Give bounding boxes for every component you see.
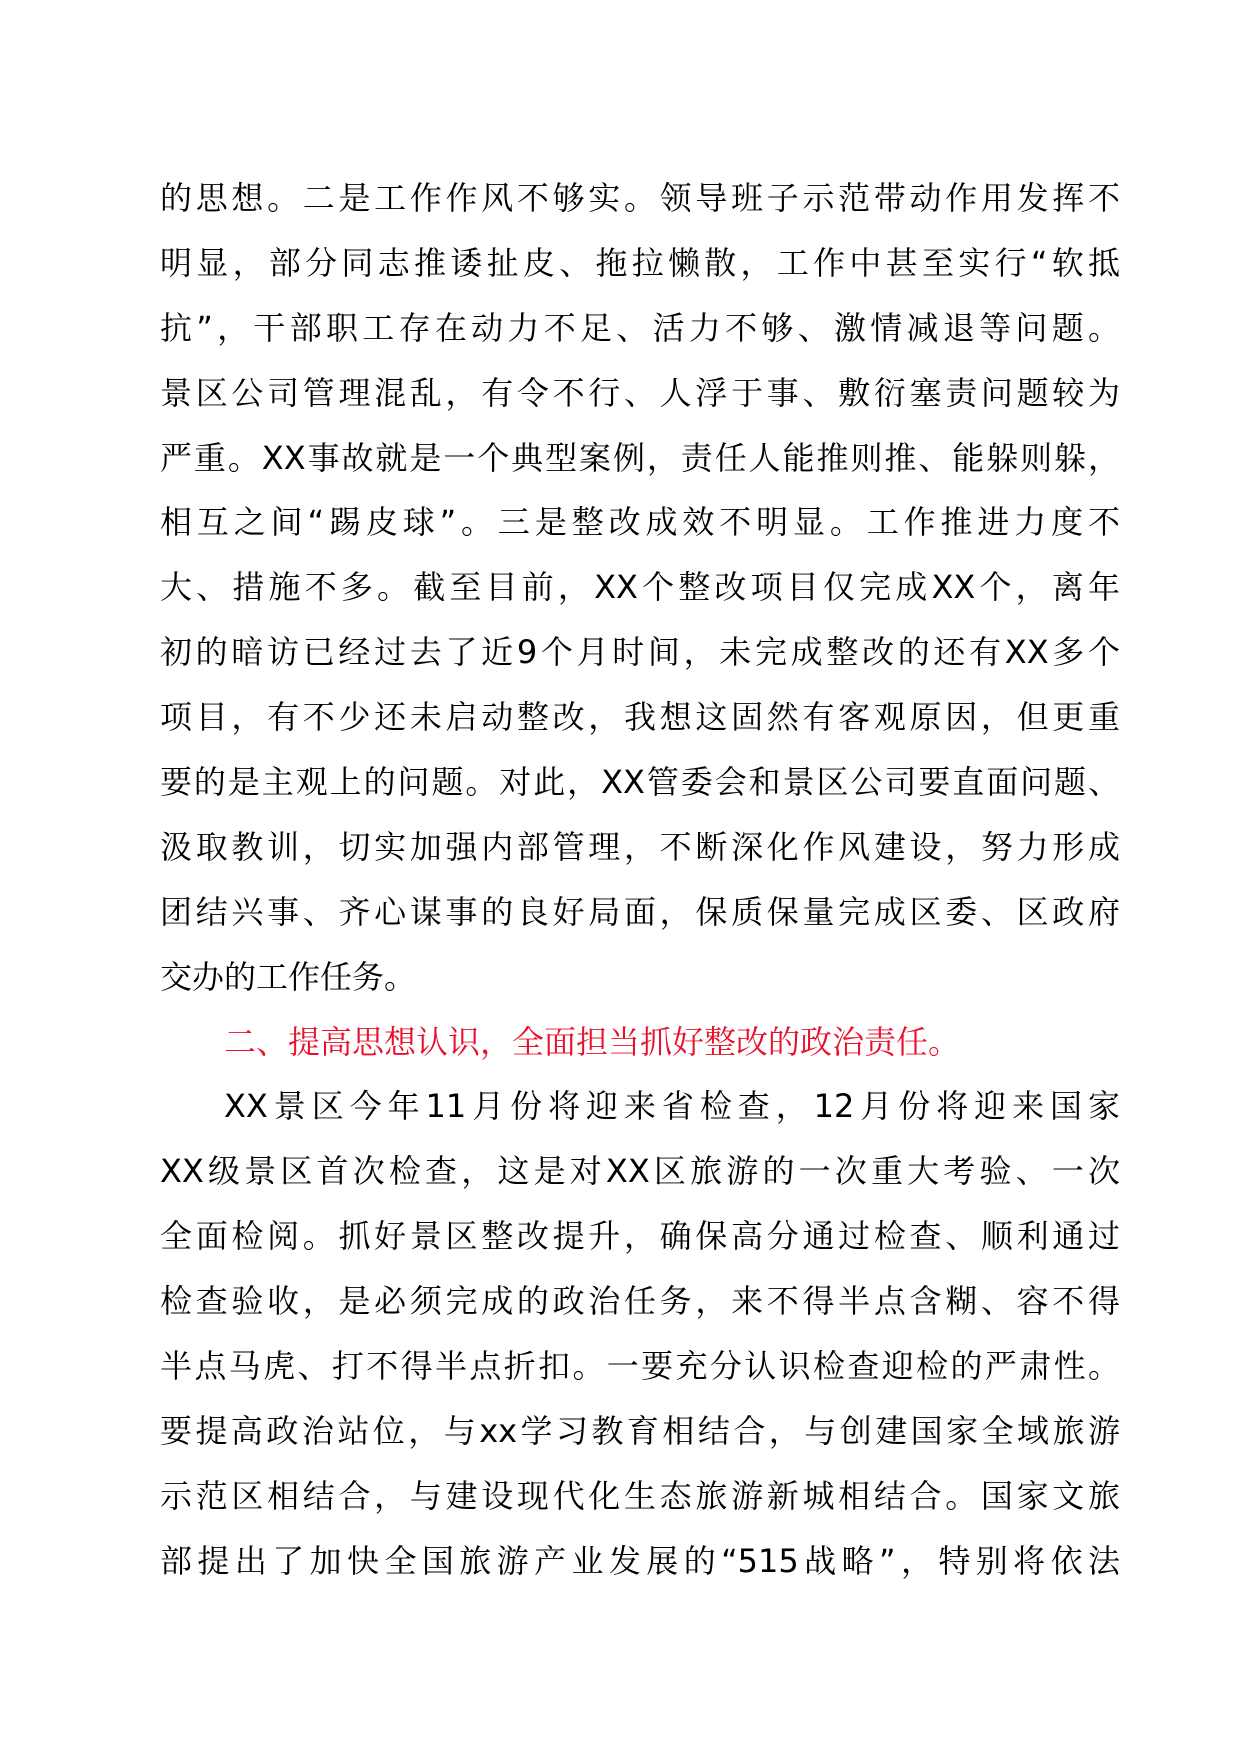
text-line: 团结兴事、齐心谋事的良好局面，保质保量完成区委、区政府: [160, 892, 1120, 931]
text-line: 半点马虎、打不得半点折扣。一要充分认识检查迎检的严肃性。: [160, 1347, 1120, 1386]
text-line: 抗”，干部职工存在动力不足、活力不够、激情减退等问题。: [160, 308, 1120, 347]
text-line: 汲取教训，切实加强内部管理，不断深化作风建设，努力形成: [160, 827, 1120, 866]
text-line: 检查验收，是必须完成的政治任务，来不得半点含糊、容不得: [160, 1282, 1120, 1321]
text-line: 初的暗访已经过去了近9个月时间，未完成整改的还有XX多个: [160, 633, 1120, 672]
text-line: 全面检阅。抓好景区整改提升，确保高分通过检查、顺利通过: [160, 1217, 1120, 1256]
document-body: [160, 166, 1120, 1594]
text-line: 的思想。二是工作作风不够实。领导班子示范带动作用发挥不: [160, 179, 1120, 217]
section-heading: 二、提高思想认识，全面担当抓好整改的政治责任。: [224, 1022, 961, 1061]
paragraph-first-line: XX景区今年11月份将迎来省检查，12月份将迎来国家: [224, 1087, 1120, 1126]
text-line: 严重。XX事故就是一个典型案例，责任人能推则推、能躲则躲，: [160, 438, 1120, 477]
text-line: 部提出了加快全国旅游产业发展的“515战略”，特别将依法: [160, 1541, 1120, 1580]
text-line: 示范区相结合，与建设现代化生态旅游新城相结合。国家文旅: [160, 1476, 1120, 1515]
text-line: 明显，部分同志推诿扯皮、拖拉懒散，工作中甚至实行“软抵: [160, 243, 1120, 282]
text-line: 相互之间“踢皮球”。三是整改成效不明显。工作推进力度不: [160, 503, 1120, 542]
text-line: 景区公司管理混乱，有令不行、人浮于事、敷衍塞责问题较为: [160, 373, 1120, 412]
text-line: 要的是主观上的问题。对此，XX管委会和景区公司要直面问题、: [160, 763, 1120, 802]
text-line: 要提高政治站位，与xx学习教育相结合，与创建国家全域旅游: [160, 1411, 1120, 1450]
text-line: 项目，有不少还未启动整改，我想这固然有客观原因，但更重: [160, 698, 1120, 737]
text-line: 交办的工作任务。: [160, 957, 417, 996]
text-line: XX级景区首次检查，这是对XX区旅游的一次重大考验、一次: [160, 1152, 1120, 1191]
text-line: 大、措施不多。截至目前，XX个整改项目仅完成XX个，离年: [160, 568, 1120, 607]
